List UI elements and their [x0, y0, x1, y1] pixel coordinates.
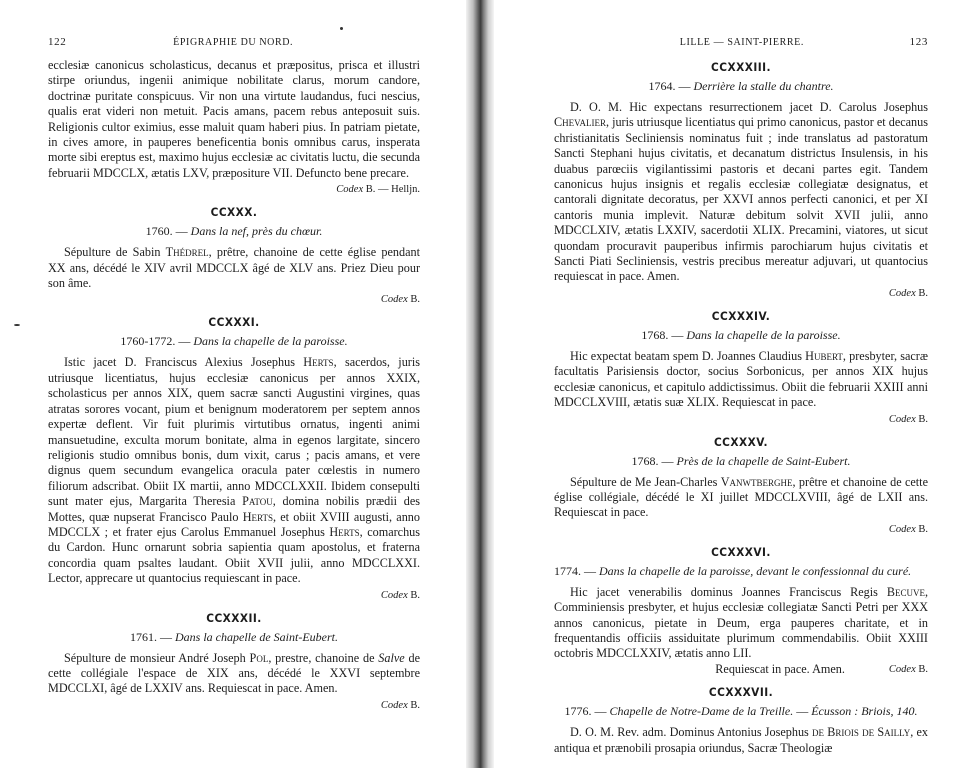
- left-page-number: 122: [48, 36, 67, 48]
- entry-date: 1768.: [641, 327, 669, 342]
- entry-heading-ccxxxvi: 1774. — Dans la chapelle de la paroisse, devant le confessionnal du curé.: [554, 563, 912, 578]
- left-page: [0, 0, 466, 768]
- right-page-number: 123: [909, 36, 928, 48]
- person-name: Thédrel: [165, 245, 209, 260]
- right-page-header: [554, 36, 928, 58]
- closing-line-ccxxxvi: [554, 662, 928, 677]
- scan-speck: [14, 324, 20, 326]
- codex-ccxxxv: Codex B.: [888, 523, 928, 535]
- entry-date: 1768.: [631, 453, 659, 468]
- codex-ccxxxiii: Codex B.: [888, 287, 928, 299]
- codex-ccxxxvi: Codex B.: [888, 663, 928, 675]
- entry-number-ccxxxvii: CCXXXVII.: [708, 685, 774, 700]
- entry-extra: Écusson : Briois, 140.: [811, 704, 918, 719]
- entry-text-ccxxx: Sépulture de Sabin Thédrel, prêtre, chanoine de cette église pendant XX ans, décédé le XIV avril MDCCLX âgé de XLV ans. Priez Dieu pour son âme.: [48, 245, 420, 291]
- entry-heading-ccxxxvii: 1776. — Chapelle de Notre-Dame de la Treille. — Écusson : Briois, 140.: [564, 704, 918, 719]
- book-spine-gutter: [466, 0, 494, 768]
- entry-location: Dans la nef, près du chœur.: [190, 224, 323, 239]
- entry-date: 1760.: [145, 224, 173, 239]
- codex-ccxxxi: Codex B.: [380, 589, 420, 601]
- entry-location: Dans la chapelle de la paroisse.: [193, 334, 348, 349]
- entry-text-ccxxxvii: D. O. M. Rev. adm. Dominus Antonius Josephus de Briois de Sailly, ex antiqua et prænobili prosapia oriundus, Sacræ Theologiæ: [554, 725, 928, 755]
- entry-location: Près de la chapelle de Saint-Eubert.: [676, 453, 851, 468]
- right-running-title: LILLE — SAINT-PIERRE.: [679, 37, 804, 48]
- codex-ref: B. — Helljn.: [365, 184, 420, 196]
- codex-ccxxxiv: Codex B.: [888, 413, 928, 425]
- entry-text-ccxxxii: Sépulture de monsieur André Joseph Pol, prestre, chanoine de Salve de cette collégiale l'espace de XIX ans, décédé le XXVI septembre MDCCLXI, âgé de LXXIV ans. Requiescat in pace. Amen.: [48, 650, 420, 696]
- entry-heading-ccxxx: 1760. — Dans la nef, près du chœur.: [145, 224, 323, 239]
- entry-text-ccxxxi: Istic jacet D. Franciscus Alexius Josephus Herts, sacerdos, juris utriusque licentiatus, hujus ecclesiæ canonicus per annos XXIX, scholasticus per annos XIX, quem sacræ sancti Augustini virgines, quas atratas sorores vocant, pium et benignum moderatorem per septem annos expertæ deflent. Vir fuit plurimis virtutibus ornatus, ingenti animi mansuetudine, exculta morum bonitate, alma in egenos largitate, sincero religionis studio omnibus bonis, dum vixit, carus ; pacis amans, et vere dignus quem secundum evangelica oracula pater cœlestis in numero filiorum adscribat. Obiit IX martii, anno MDCCLXXII. Ibidem consepulti sunt mater ejus, Margarita Theresia Patou, domina nobilis prædii des Mottes, quæ nupserat Francisco Paulo Herts, et obiit XVIII augusti, anno MDCCLX ; et frater ejus Carolus Emmanuel Josephus Herts, comarchus du Cardon. Hunc ornarunt sobria sapientia quam apostolus, et fraterna concordia quam psaltes laudant. Obiit XVII julii, anno MDCCLXXI. Lector, apprecare ut quantocius requiescant in pace.: [48, 355, 420, 586]
- entry-location: Derrière la stalle du chantre.: [693, 79, 834, 93]
- entry-number-ccxxxvi: CCXXXVI.: [711, 544, 771, 559]
- left-page-header: [48, 36, 420, 58]
- entry-number-ccxxxii: CCXXXII.: [206, 610, 262, 625]
- entry-location: Dans la chapelle de Saint-Eubert.: [175, 629, 338, 644]
- codex-ccxxx: Codex B.: [380, 294, 420, 306]
- entry-date: 1760-1772.: [120, 334, 176, 349]
- codex-label: Codex: [336, 184, 364, 196]
- left-running-title: ÉPIGRAPHIE DU NORD.: [173, 37, 294, 48]
- entry-date: 1764.: [648, 79, 676, 93]
- entry-number-ccxxxiii: CCXXXIII.: [711, 60, 771, 74]
- entry-heading-ccxxxii: 1761. — Dans la chapelle de Saint-Eubert.: [130, 629, 338, 644]
- entry-date: 1776.: [564, 704, 592, 719]
- entry-number-ccxxxv: CCXXXV.: [713, 434, 769, 449]
- entry-heading-ccxxxv: 1768. — Près de la chapelle de Saint-Eubert.: [631, 453, 851, 468]
- entry-number-ccxxxi: CCXXXI.: [208, 315, 260, 330]
- entry-number-ccxxxiv: CCXXXIV.: [711, 308, 771, 323]
- entry-text-ccxxxiii: D. O. M. Hic expectans resurrectionem jacet D. Carolus Josephus Chevalier, juris utriusque licentiatus qui primo canonicus, pastor et decanus christianitatis Secliniensis nominatus fuit ; inde translatus ad pastoratum Sancti Stephani hujus civitatis, et decanatum districtus Insulensis, in his duabus parœciis vigilantissimi pastoris et decani partes egit. Tandem canonicus hujus insignis et regalis ecclesiæ collegiatæ designatus, et cantorali dignitate decoratus, per XXVI annos perfecti canonici, et per XI cantoris munia implevit. Naturæ debitum solvit XVII julii, anno MDCCLXIV, ætatis LXXIV, sacerdotii XLIX. Precamini, viatores, ut sicut quondam procuravit pauperibus infirmis parochiarum hujus civitatis et Sancti Piati Secliniensis, vestris precibus mereatur adjuvari, ut quantocius requiescat in pace. Amen.: [554, 100, 928, 284]
- intro-codex: [48, 183, 420, 197]
- entry-date: 1761.: [130, 629, 158, 644]
- codex-ccxxxii: Codex B.: [380, 699, 420, 711]
- entry-location: Dans la chapelle de la paroisse, devant le confessionnal du curé.: [599, 563, 912, 578]
- entry-number-ccxxx: CCXXX.: [210, 205, 258, 220]
- entry-date: 1774.: [554, 563, 581, 578]
- entry-location: Chapelle de Notre-Dame de la Treille.: [609, 704, 794, 719]
- entry-location: Dans la chapelle de la paroisse.: [686, 327, 841, 342]
- right-page: [494, 0, 960, 768]
- entry-heading-ccxxxiii: 1764. — Derrière la stalle du chantre.: [648, 79, 834, 93]
- closing-formula: Requiescat in pace. Amen.: [715, 661, 845, 676]
- entry-text-ccxxxv: Sépulture de Me Jean-Charles Vanwtberghe, prêtre et chanoine de cette église collégiale, décédé le XI juillet MDCCLXVIII, âgé de LXII ans. Requiescat in pace.: [554, 474, 928, 520]
- entry-heading-ccxxxi: 1760-1772. — Dans la chapelle de la paroisse.: [120, 334, 348, 349]
- intro-paragraph: ecclesiæ canonicus scholasticus, decanus et præpositus, prisca et illustri stirpe oriundus, ingenii animique nobilitate clarus, morum candore, doctrinæ puritate conspicuus. Vir non una virtute laudandus, fuci nescius, qualis erat videri non metuit. Pacis amans, pacem rebus anteposuit suis. Religionis cultor eximius, esse maluit quam haberi pius. In patriam pietate, in cives amore, in pauperes beneficentia bonis omnibus carus, insperata morte sibi ereptus est, maximo hujus ecclesiæ ac civitatis luctu, die secunda februarii MDCCLX, ætatis LXV, præpositure VII. Defuncto bene precare.: [48, 58, 420, 180]
- scan-speck: [340, 27, 343, 30]
- entry-text-ccxxxvi: Hic jacet venerabilis dominus Joannes Franciscus Regis Becuve, Comminiensis presbyter, et hujus ecclesiæ collegiatæ Sancti Petri per XXX annos canonicus, pietate in Deum, erga pauperes charitate, et in frequentandis officiis assiduitate plurimum commendabilis. Obiit XXIII octobris MDCCLXXIV, ætatis anno LII.: [554, 584, 928, 661]
- entry-text-ccxxxiv: Hic expectat beatam spem D. Joannes Claudius Hubert, presbyter, sacræ facultatis Parisiensis doctor, socius Sorbonicus, per annos XIX hujus ecclesiæ canonicus, et capitulo addictissimus. Obiit die februarii XXIII anni MDCCLXVIII, ætatis suæ XLIX. Requiescat in pace.: [554, 348, 928, 410]
- entry-heading-ccxxxiv: 1768. — Dans la chapelle de la paroisse.: [641, 327, 841, 342]
